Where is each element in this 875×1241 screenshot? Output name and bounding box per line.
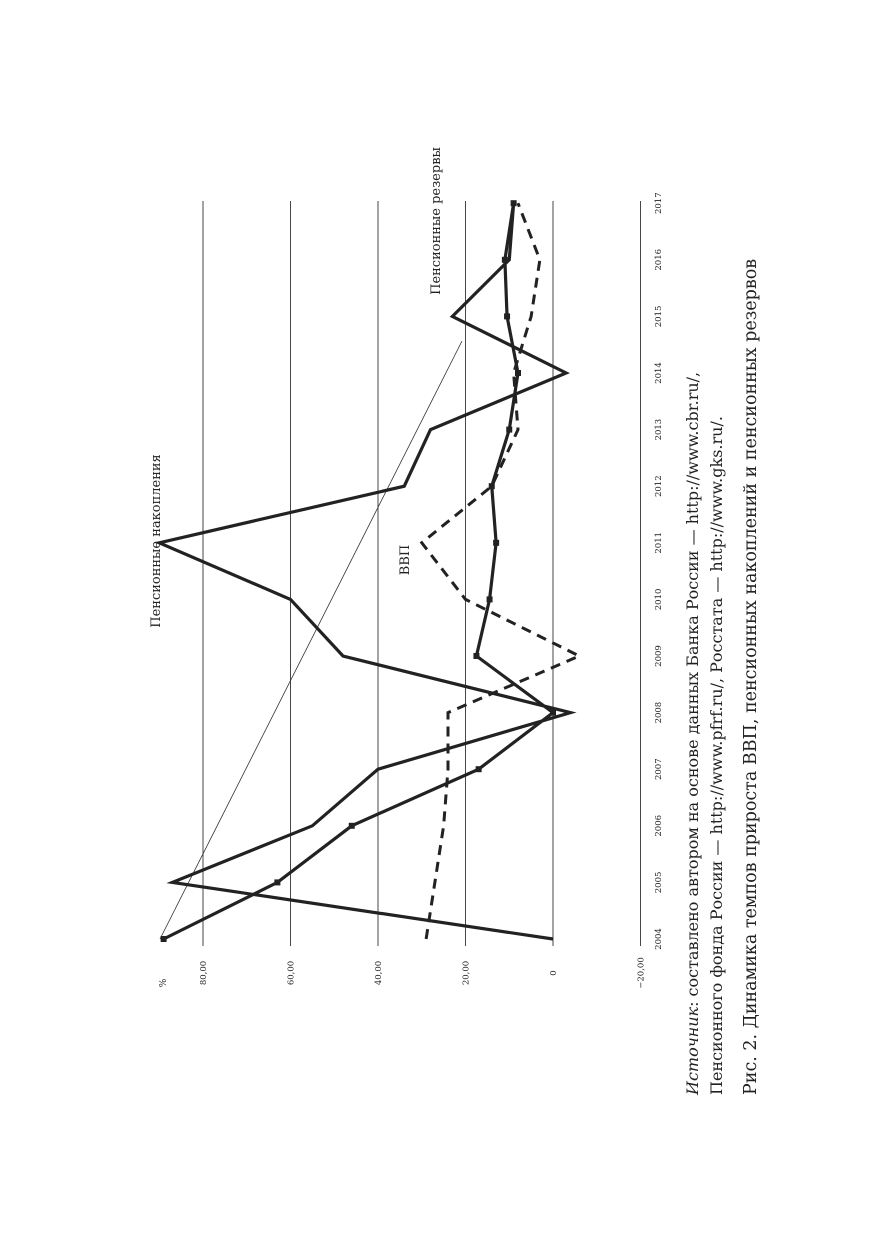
y-tick-label: 40,00 (374, 960, 384, 986)
chart-gridlines (203, 201, 641, 946)
y-axis-unit-label: % (159, 978, 169, 988)
data-point-marker (550, 710, 556, 716)
data-point-marker (161, 936, 167, 942)
y-tick-label: 20,00 (461, 960, 472, 986)
annotation-gdp: ВВП (398, 544, 413, 576)
source-line-1: : составлено автором на основе данных Банка России — http://www.cbr.ru/, (683, 371, 702, 1007)
x-tick-label: 2010 (654, 588, 664, 611)
y-tick-label: 0 (549, 970, 559, 976)
x-tick-label: 2009 (654, 645, 664, 667)
data-point-marker (349, 823, 355, 829)
figure-caption: Рис. 2. Динамика темпов прироста ВВП, пенсионных накоплений и пенсионных резервов (741, 258, 761, 1095)
source-label: Источник (683, 1006, 702, 1095)
data-point-marker (274, 879, 280, 885)
y-tick-label: 80,00 (199, 960, 209, 986)
annotation-pension-savings: Пенсионные накопления (149, 454, 164, 628)
annotation-pension-reserves: Пенсионные резервы (429, 147, 444, 295)
x-tick-label: 2007 (654, 758, 664, 781)
series-pension-reserves (161, 200, 556, 942)
x-tick-label: 2006 (654, 814, 664, 837)
reference-diagonal-line (160, 341, 462, 939)
y-tick-label: −20,00 (636, 957, 647, 989)
x-tick-label: 2016 (654, 248, 664, 271)
data-point-marker (476, 766, 482, 772)
source-note (683, 372, 702, 1096)
chart-series-layer (159, 200, 579, 942)
data-point-marker (473, 653, 479, 659)
data-point-marker (506, 427, 512, 433)
chart-annotations (149, 147, 444, 628)
source-line-2: Пенсионного фонда России — http://www.pfrf.ru/, Росстата — http://www.gks.ru/. (707, 416, 726, 1095)
data-point-marker (487, 596, 493, 602)
data-point-marker (515, 370, 521, 376)
chart-axis-labels (159, 192, 664, 988)
x-tick-label: 2015 (654, 305, 664, 328)
series-gdp (422, 203, 580, 939)
x-tick-label: 2005 (654, 871, 664, 894)
x-tick-label: 2012 (654, 475, 664, 498)
series-line (422, 203, 580, 939)
data-point-marker (493, 540, 499, 546)
x-tick-label: 2013 (654, 418, 664, 441)
x-tick-label: 2008 (654, 701, 664, 724)
x-tick-label: 2011 (654, 531, 664, 554)
data-point-marker (504, 313, 510, 319)
data-point-marker (511, 200, 517, 206)
x-tick-label: 2014 (654, 362, 664, 384)
x-tick-label: 2017 (654, 192, 664, 215)
data-point-marker (502, 257, 508, 263)
data-point-marker (489, 483, 495, 489)
x-tick-label: 2004 (654, 928, 664, 950)
y-tick-label: 60,00 (286, 960, 297, 986)
